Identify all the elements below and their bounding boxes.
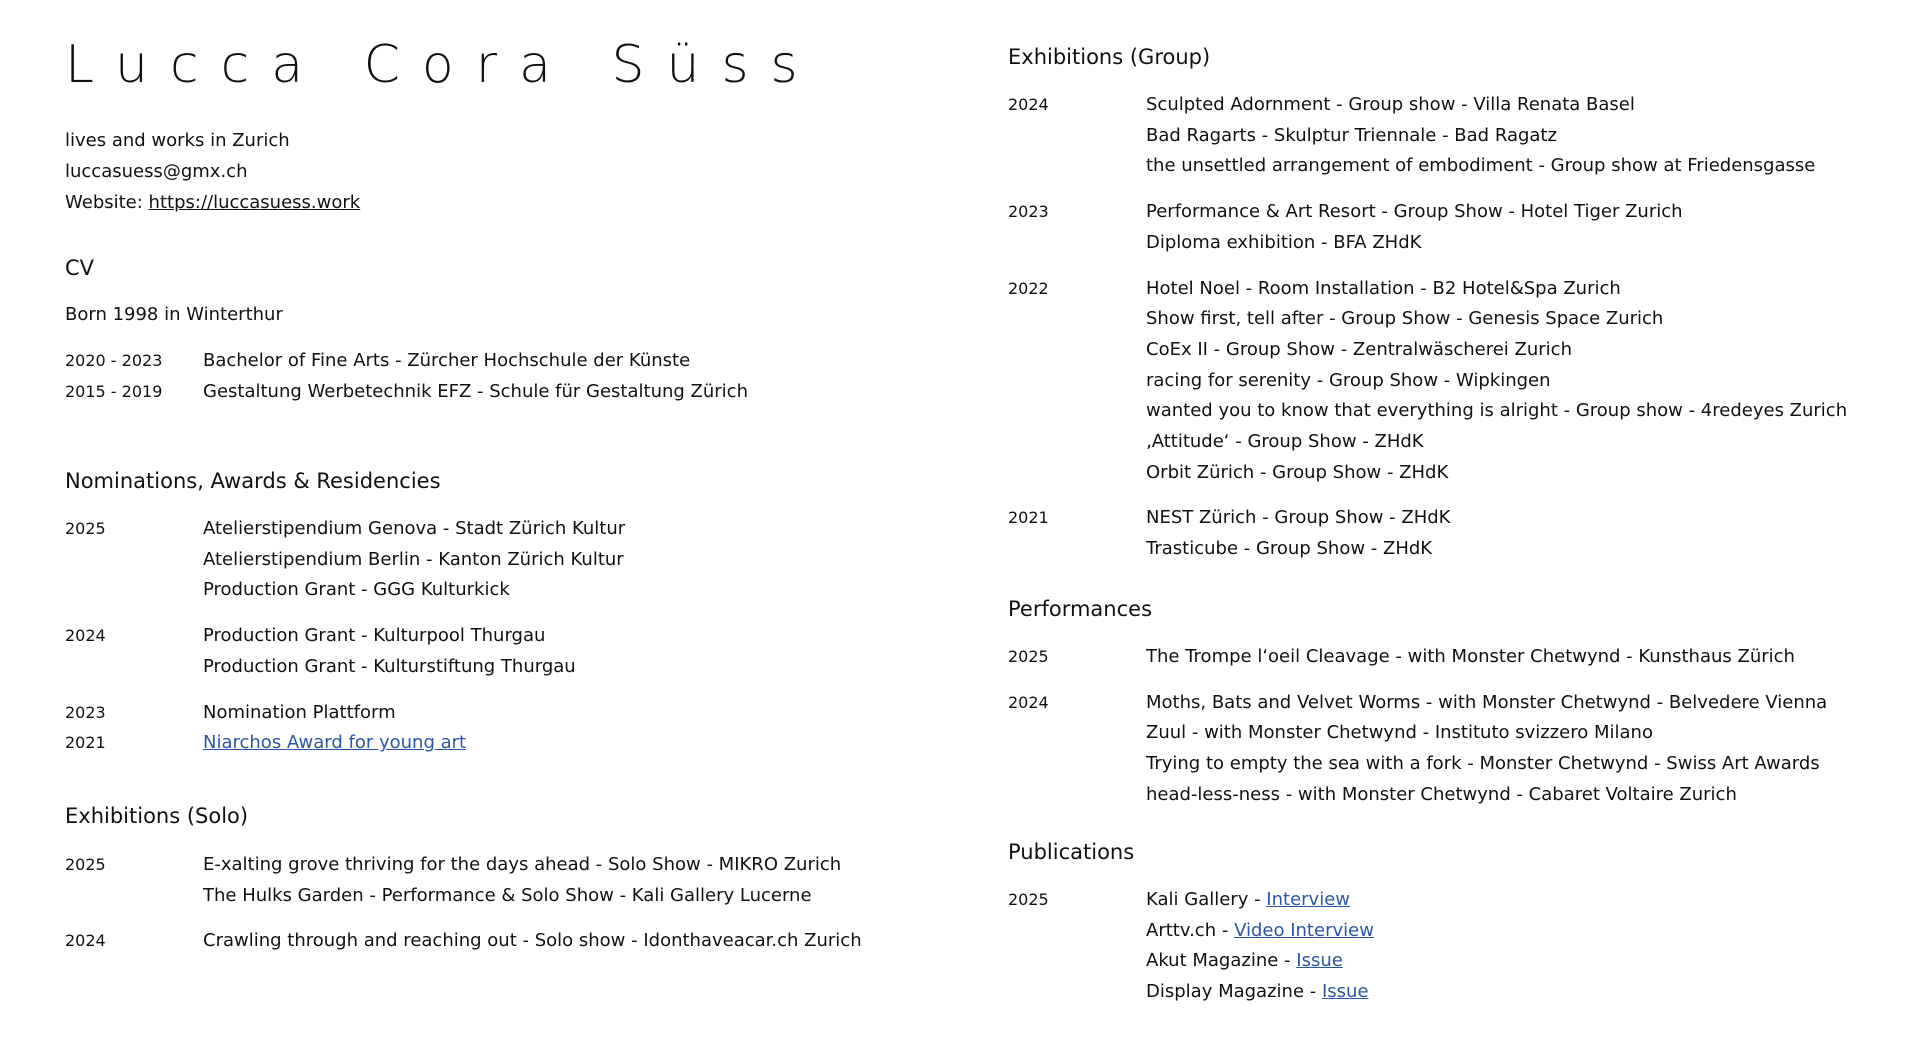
solo-item: The Hulks Garden - Performance & Solo Show - Kali Gallery Lucerne <box>203 884 812 906</box>
group-item: racing for serenity - Group Show - Wipkingen <box>1146 369 1551 391</box>
awards-group <box>65 621 625 682</box>
publication-source: Display Magazine - <box>1146 981 1322 1003</box>
year-label: 2025 <box>65 855 106 874</box>
education-years: 2015 - 2019 <box>65 381 163 401</box>
performances-year <box>1008 642 1827 673</box>
group-item: Hotel Noel - Room Installation - B2 Hotel&Spa Zurich <box>1146 277 1621 299</box>
contact-block <box>65 125 360 218</box>
year-label: 2023 <box>65 702 106 722</box>
education-years: 2020 - 2023 <box>65 351 163 370</box>
year-label: 2025 <box>65 519 106 538</box>
award-item: Atelierstipendium Berlin - Kanton Zürich Kultur <box>203 548 624 570</box>
video-interview-link[interactable]: Video Interview <box>1234 919 1374 941</box>
born-text: Born 1998 in Winterthur <box>65 304 283 325</box>
award-item: Production Grant - Kulturpool Thurgau <box>203 625 546 647</box>
solo-item: E-xalting grove thriving for the days ahead - Solo Show - MIKRO Zurich <box>203 854 842 875</box>
education-text: Bachelor of Fine Arts - Zürcher Hochschule der Künste <box>203 350 691 371</box>
year-label: 2024 <box>1008 95 1049 114</box>
year-label: 2021 <box>1008 508 1049 528</box>
group-item: the unsettled arrangement of embodiment - Group show at Friedensgasse <box>1146 155 1816 177</box>
solo-list <box>65 850 862 957</box>
performance-item: Zuul - with Monster Chetwynd - Instituto svizzero Milano <box>1146 722 1653 744</box>
group-exhibitions-year <box>1008 197 1847 258</box>
artist-name: Lucca Cora Süss <box>65 35 820 95</box>
akut-issue-link[interactable]: Issue <box>1296 950 1343 972</box>
awards-heading: Nominations, Awards & Residencies <box>65 469 441 493</box>
education-list <box>65 346 748 407</box>
year-label: 2024 <box>65 931 106 951</box>
niarchos-award-link[interactable]: Niarchos Award for young art <box>203 732 467 754</box>
awards-group <box>65 728 625 759</box>
year-label: 2021 <box>65 733 106 753</box>
awards-group <box>65 514 625 606</box>
publication-item <box>1146 946 1374 977</box>
publication-source: Kali Gallery - <box>1146 889 1267 910</box>
interview-link[interactable]: Interview <box>1266 889 1350 910</box>
publication-source: Akut Magazine - <box>1146 950 1297 972</box>
group-item: Show first, tell after - Group Show - Genesis Space Zurich <box>1146 308 1664 330</box>
solo-group <box>65 850 862 911</box>
performance-item: The Trompe l‘oeil Cleavage - with Monster Chetwynd - Kunsthaus Zürich <box>1146 646 1795 667</box>
location-text: lives and works in Zurich <box>65 130 290 151</box>
performances-list <box>1008 642 1827 811</box>
group-item: Performance & Art Resort - Group Show - Hotel Tiger Zurich <box>1146 201 1683 223</box>
email-text: luccasuess@gmx.ch <box>65 161 248 182</box>
cv-heading: CV <box>65 256 95 280</box>
publications-list <box>1008 885 1374 1008</box>
award-item: Production Grant - GGG Kulturkick <box>203 579 510 601</box>
display-issue-link[interactable]: Issue <box>1321 981 1369 1003</box>
performances-year <box>1008 688 1827 811</box>
publication-item <box>1146 885 1374 916</box>
year-label: 2024 <box>1008 692 1049 712</box>
website-label: Website: <box>65 192 149 213</box>
website-line <box>65 187 360 218</box>
group-item: CoEx II - Group Show - Zentralwäscherei Zurich <box>1146 338 1572 360</box>
publication-item <box>1146 916 1374 947</box>
group-item: Orbit Zürich - Group Show - ZHdK <box>1146 461 1449 483</box>
group-exhibitions-year <box>1008 503 1847 564</box>
website-link[interactable]: https://luccasuess.work <box>148 192 361 213</box>
awards-list <box>65 514 625 759</box>
solo-heading: Exhibitions (Solo) <box>65 804 249 828</box>
group-item: NEST Zürich - Group Show - ZHdK <box>1146 507 1451 529</box>
performances-heading: Performances <box>1008 597 1153 621</box>
award-item: Production Grant - Kulturstiftung Thurgau <box>203 655 576 677</box>
group-item: Trasticube - Group Show - ZHdK <box>1146 538 1433 560</box>
publications-year <box>1008 885 1374 1008</box>
solo-item: Crawling through and reaching out - Solo show - Idonthaveacar.ch Zurich <box>203 930 862 952</box>
group-list <box>1008 90 1847 565</box>
performance-item: Moths, Bats and Velvet Worms - with Monster Chetwynd - Belvedere Vienna <box>1146 691 1828 713</box>
solo-group <box>65 926 862 957</box>
publication-source: Arttv.ch - <box>1146 919 1235 941</box>
year-label: 2025 <box>1008 647 1049 666</box>
group-item: Bad Ragarts - Skulptur Triennale - Bad Ragatz <box>1146 124 1557 146</box>
group-item: Sculpted Adornment - Group show - Villa Renata Basel <box>1146 94 1635 115</box>
group-heading: Exhibitions (Group) <box>1008 45 1211 69</box>
education-row <box>65 346 748 377</box>
year-label: 2022 <box>1008 278 1049 298</box>
group-item: Diploma exhibition - BFA ZHdK <box>1146 231 1422 253</box>
publications-heading: Publications <box>1008 840 1135 864</box>
group-item: wanted you to know that everything is alright - Group show - 4redeyes Zurich <box>1146 400 1848 422</box>
awards-group <box>65 698 625 729</box>
group-item: ‚Attitude‘ - Group Show - ZHdK <box>1146 431 1424 453</box>
year-label: 2025 <box>1008 890 1049 909</box>
performance-item: Trying to empty the sea with a fork - Monster Chetwynd - Swiss Art Awards <box>1146 753 1820 775</box>
year-label: 2023 <box>1008 202 1049 222</box>
education-row <box>65 377 748 408</box>
award-item: Nomination Plattform <box>203 701 396 723</box>
award-item: Atelierstipendium Genova - Stadt Zürich Kultur <box>203 518 626 539</box>
publication-item <box>1146 977 1374 1008</box>
group-exhibitions-year <box>1008 274 1847 489</box>
year-label: 2024 <box>65 626 106 646</box>
performance-item: head-less-ness - with Monster Chetwynd - Cabaret Voltaire Zurich <box>1146 783 1737 805</box>
education-text: Gestaltung Werbetechnik EFZ - Schule für Gestaltung Zürich <box>203 380 748 402</box>
group-exhibitions-year <box>1008 90 1847 182</box>
